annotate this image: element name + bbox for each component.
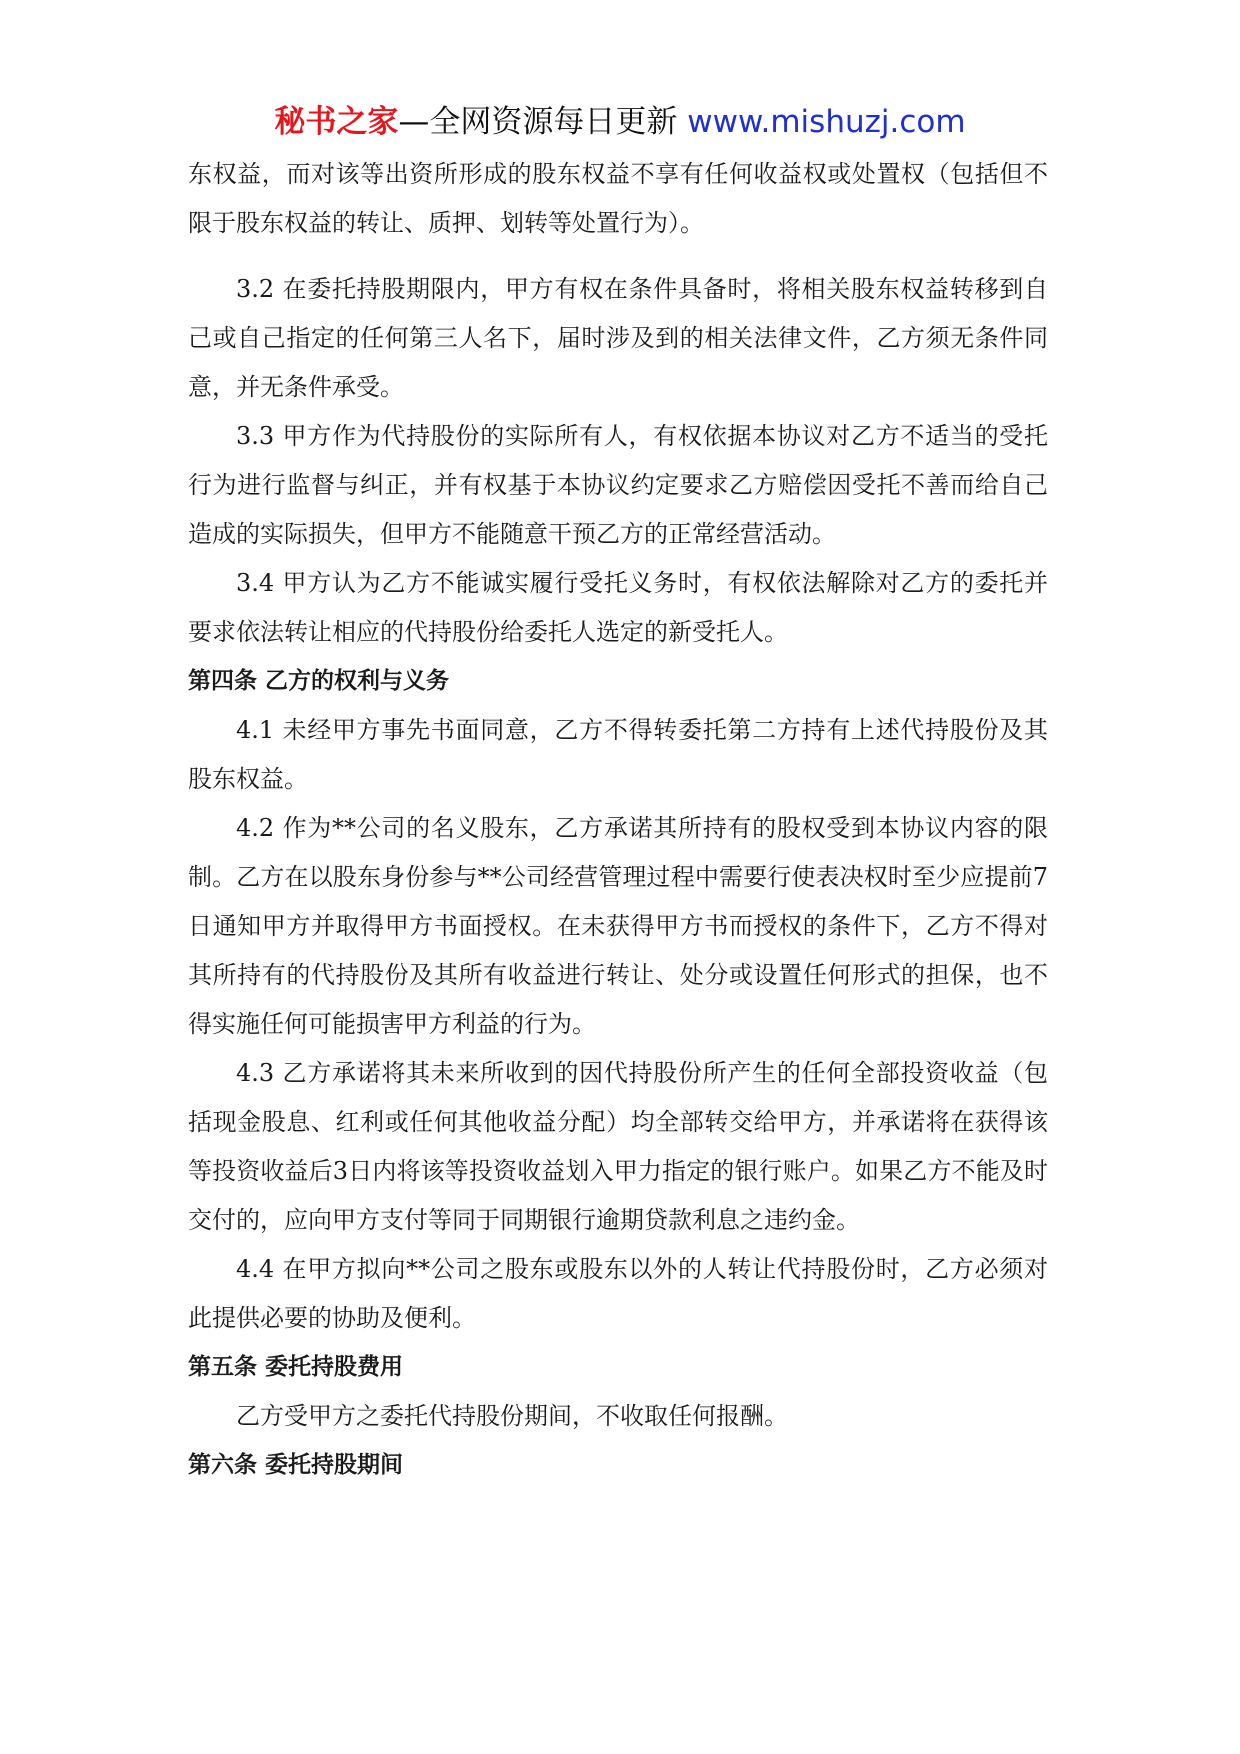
article-6-heading: 第六条 委托持股期间 xyxy=(188,1452,404,1478)
clause-4-2: 4.2 作为**公司的名义股东，乙方承诺其所持有的股权受到本协议内容的限制。乙方在以股东身份参与**公司经营管理过程中需要行使表决权时至少应提前7 日通知甲方并取得甲方书面授权。在未获得甲方书而授权的条件下，乙方不得对其所持有的代持股份及其所有收益进行转让、处分或设置任何形式的担保，也不得实施任何可能损害甲方利益的行为。 xyxy=(188,814,1048,1038)
article-5-heading: 第五条 委托持股费用 xyxy=(188,1354,404,1380)
header-dash: — xyxy=(398,104,430,140)
clause-3-4: 3.4 甲方认为乙方不能诚实履行受托义务时，有权依法解除对乙方的委托并要求依法转让相应的代持股份给委托人选定的新受托人。 xyxy=(188,569,1048,646)
article-4-heading: 第四条 乙方的权利与义务 xyxy=(188,668,450,694)
clause-4-4: 4.4 在甲方拟向**公司之股东或股东以外的人转让代持股份时，乙方必须对此提供必要的协助及便利。 xyxy=(188,1255,1048,1332)
clause-4-3: 4.3 乙方承诺将其未来所收到的因代持股份所产生的任何全部投资收益（包括现金股息、红利或任何其他收益分配）均全部转交给甲方，并承诺将在获得该等投资收益后3日内将该等投资收益划入甲力指定的银行账户。如果乙方不能及时交付的，应向甲方支付等同于同期银行逾期贷款利息之违约金。 xyxy=(188,1059,1048,1234)
clause-5-text: 乙方受甲方之委托代持股份期间，不收取任何报酬。 xyxy=(236,1402,788,1430)
clause-3-2: 3.2 在委托持股期限内，甲方有权在条件具备时，将相关股东权益转移到自己或自己指定的任何第三人名下，届时涉及到的相关法律文件，乙方须无条件同意，并无条件承受。 xyxy=(188,275,1048,401)
clause-4-1: 4.1 未经甲方事先书面同意，乙方不得转委托第二方持有上述代持股份及其股东权益。 xyxy=(188,716,1048,793)
site-brand-name: 秘书之家 xyxy=(274,104,399,140)
paragraph-continuation: 东权益，而对该等出资所形成的股东权益不享有任何收益权或处置权（包括但不限于股东权益的转让、质押、划转等处置行为）。 xyxy=(188,160,1048,237)
document-body xyxy=(188,150,1048,1490)
site-url: www.mishuzj.com xyxy=(687,104,966,140)
clause-3-3: 3.3 甲方作为代持股份的实际所有人，有权依据本协议对乙方不适当的受托行为进行监督与纠正，并有权基于本协议约定要求乙方赔偿因受托不善而给自己造成的实际损失，但甲方不能随意干预乙方的正常经营活动。 xyxy=(188,422,1048,548)
site-watermark-header xyxy=(0,102,1240,142)
site-tagline: 全网资源每日更新 xyxy=(429,104,678,140)
